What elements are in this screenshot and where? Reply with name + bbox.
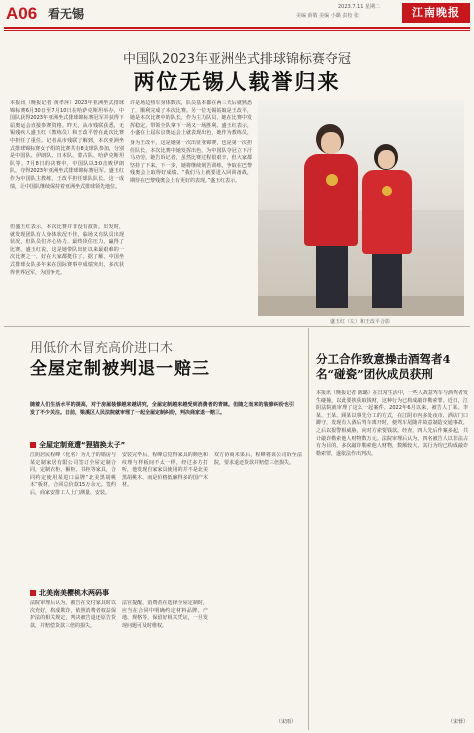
side-body: 本报讯（晚报记者 陈璐）在日常生活中，一些人故意驾车与酒驾者发生碰撞，以此要挟获取钱财，这种行为已构成敲诈勒索罪。近日，江阴法院就审理了这么一起案件。2022年6月以来，被告人丁某、李某、王某、顾某以事先分工的方式，在江阴市内多处夜市、酒店门口蹲守，发现有人酒后驾车离开时，便驾车尾随并故意制造交通事故，之后以报警相威胁，向对方索要钱款。经查，四人先后作案多起，共计敲诈勒索他人财物数万元。法院审理后认为，四名被告人以非法占有为目的，多次敲诈勒索他人财物，数额较大，其行为均已构成敲诈勒索罪，遂依法作出判决。: [316, 390, 468, 457]
lead-col-3: 许是场边热车身体数次，队员基本都在两三天后就熟悉了，顺利完成了本次比赛。另一位无锡姑娘是王改平，她是本次比赛中的队长，作为主力队员，她在比赛中发挥稳定，带领全队拿下一场又一场胜利。盛玉红表示，小盛在上届东京奥运会上就表现出色，她作为教练员，: [130, 100, 252, 136]
section-divider: [4, 326, 470, 327]
second-col-1: 江阴居民程峰（化名）为儿子的婚房与某定制家居有限公司签订全屋定制合同，定制衣柜、橱柜、书柜等家具，合同约定使用某进口品牌“北美黑胡桃木”板材，合同总价款15万余元。签约后，商家安排工人上门测量、安装。: [30, 452, 116, 496]
header-rule-thin: [4, 30, 470, 31]
bullet-square-icon: [30, 590, 36, 596]
newspaper-logo: 江南晚报: [402, 3, 470, 23]
athletes-photo: [258, 100, 464, 316]
subhead-a: [30, 440, 290, 450]
medal-icon: [326, 174, 338, 186]
person-right-legs: [372, 254, 402, 308]
page-number: A06: [6, 4, 38, 23]
subhead-a-text: 全屋定制竟遭“狸猫换太子”: [39, 441, 126, 449]
medal-icon: [382, 186, 392, 196]
person-left-legs: [316, 246, 348, 308]
side-author: （宋蓉）: [448, 719, 469, 725]
photo-caption: 盛玉红（左）和王改平合影: [330, 319, 391, 325]
bullet-square-icon: [30, 442, 36, 448]
second-col-2: 安装完毕后，程峰总觉得家具的颜色和纹理与样板间不太一样，经过多方打听，他发现自家家具使用的并不是北美黑胡桃木，而是价格低廉得多的国产木材。: [122, 452, 208, 489]
second-headline: 全屋定制被判退一赔三: [30, 359, 210, 379]
lead-col-4: 身为王改平，这是她第一次出征亚锦赛，也是第一次担任队长，本次比赛中她发挥出色，为中国队夺冠立下汗马功劳。她告诉记者，虽然比赛过程很艰辛，但大家都坚持了下来。下一步，她将继续刻苦训练，争取在巴黎残奥会上取得好成绩。“我们马上就要进入回训备战，期待在巴黎残奥会上有更好的表现。”盛玉红表示。: [130, 140, 252, 184]
lead-col-1: 本报讯（晚报记者 黄孝萍）2023年亚洲坐式排球锦标赛6月30日至7月10日在哈萨克斯坦举办，中国队获得2023年亚洲坐式排球锦标赛冠军并获得下届奥运会直接参赛资格。昨天，从市残联获悉，无锡残疾人盛玉红（教练员）和王改平曾在此次比赛中担任了重任。记者从市残联了解到，本次亚洲坐式排球锦标赛女子组的比赛共有8支球队参加，分别是中国队、伊朗队、日本队、蒙古队、哈萨克斯坦队等。7月8日的决赛中，中国队以3∶0击败伊朗队，夺得2023年亚洲坐式排球锦标赛冠军。盛玉红作为中国队主教练，王改平担任球队队长。这一成绩，让中国队继续保持着亚洲坐式排球领先地位。: [10, 100, 124, 190]
subhead-b-text: 北美南美樱桃木两码事: [39, 589, 109, 597]
photo-floor: [258, 296, 464, 316]
lead-kicker: 中国队2023年亚洲坐式排球锦标赛夺冠: [122, 52, 352, 67]
editor-credits: 美编 薛敬 美编 小璐 责校 张: [296, 13, 359, 19]
person-left-face: [321, 132, 341, 154]
second-col-3: 双方协商未果后，程峰将该公司诉至法院，要求退还货款并赔偿三倍损失。: [214, 452, 302, 466]
section-name: 看无锡: [48, 7, 85, 21]
lead-headline: 两位无锡人载誉归来: [133, 69, 341, 94]
second-author: （宋雨）: [276, 719, 297, 725]
second-lead: 随着人们生活水平的提高，对于房屋装修越来越讲究，全屋定制越来越受到消费者的青睐。但随之而来的装修纠纷也引发了不少关注。日前，梁溪区人民法院就审理了一起全屋定制纠纷，判决商家退一赔三。: [30, 402, 294, 416]
subhead-b: [30, 588, 290, 598]
person-right-jacket: [362, 170, 412, 254]
second-kicker: 用低价木冒充高价进口木: [30, 341, 174, 356]
column-divider: [308, 328, 309, 730]
issue-date: 2023.7.11 星期二: [338, 4, 381, 10]
second-col-4: 法院审理后认为，被告在交付家具时以次充好，构成欺诈，依照消费者权益保护法的相关规定，判决被告退还原告货款，并赔偿货款三倍的损失。: [30, 600, 116, 629]
photo-backdrop: [258, 100, 464, 210]
person-right-face: [378, 150, 395, 169]
header-rule: [4, 27, 470, 29]
lead-col-2: 但盛玉红表示，本次比赛并非没有波折。出发时，就发现团队有人身体状况不佳，临场又有队员出现状况，但队员们齐心协力，最终顶住压力，赢得了比赛。盛玉红说，这是她带队出征以来最艰难的一次比赛之一，好在大家都挺住了。据了解，中国坐式排球女队多年来在国际赛事中成绩突出，多次获得世界冠军，为国争光。: [10, 224, 124, 276]
person-left-jacket: [304, 154, 358, 246]
second-col-5: 法官提醒，消费者在选择全屋定制时，应当在合同中明确约定材料品牌、产地、规格等，保留好相关凭证，一旦发现问题可及时维权。: [122, 600, 208, 629]
side-headline: 分工合作致意操击酒驾者4名“碰瓷”团伙成员获刑: [316, 352, 451, 381]
